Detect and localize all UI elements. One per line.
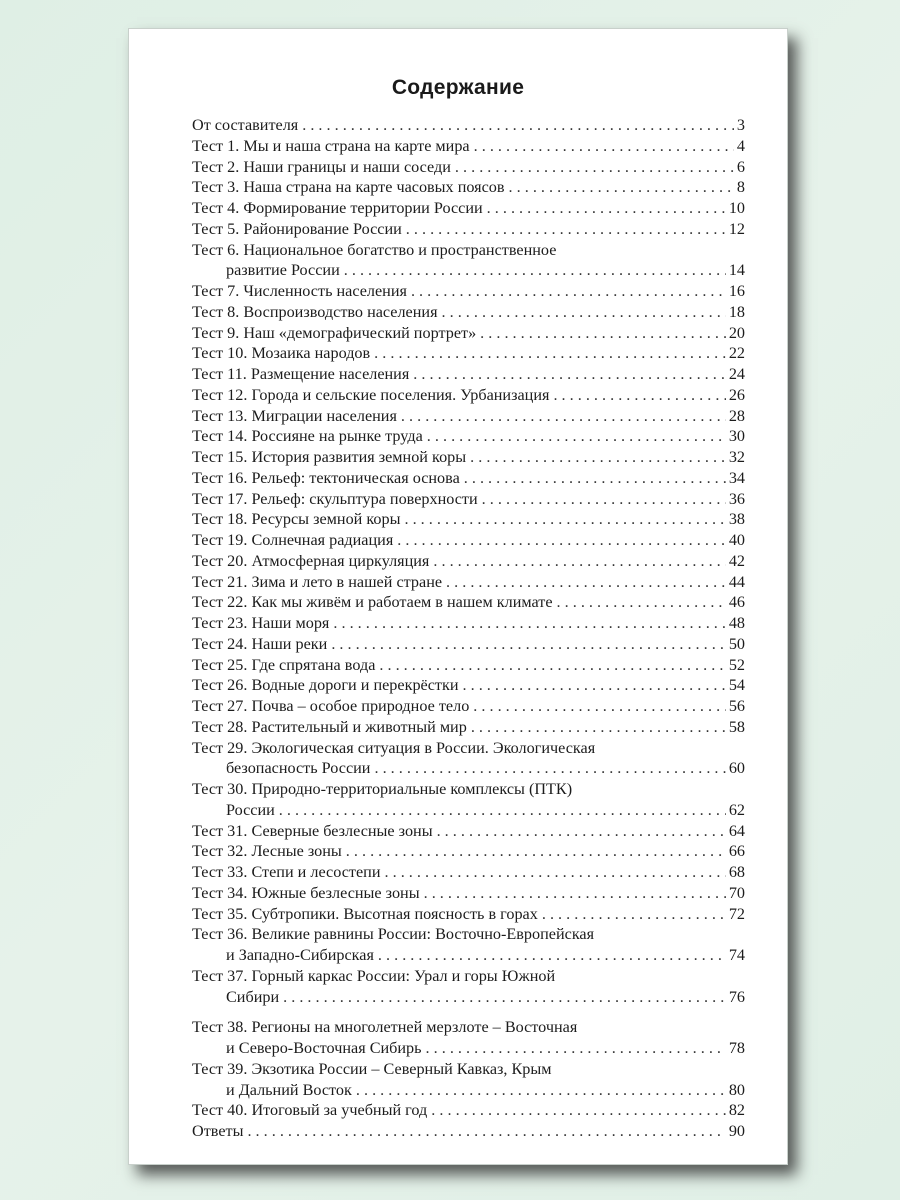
toc-entry — [192, 551, 745, 572]
toc-entry-title: Тест 2. Наши границы и наши соседи — [192, 157, 451, 176]
toc-entry-title: Тест 14. Россияне на рынке труда — [192, 427, 423, 446]
toc-entry-continuation — [192, 945, 745, 966]
toc-page-number: 90 — [728, 1122, 745, 1140]
toc-entry — [192, 821, 745, 842]
dot-leader — [480, 323, 726, 344]
toc-entry-title: Тест 34. Южные безлесные зоны — [192, 883, 420, 902]
toc-entry-title: Тест 5. Районирование России — [192, 219, 402, 238]
toc-entry — [192, 323, 745, 344]
dot-leader — [344, 260, 726, 281]
toc-page-number: 78 — [728, 1039, 745, 1057]
toc-page-number: 3 — [736, 116, 745, 134]
dot-leader — [346, 841, 726, 862]
toc-entry-title: Тест 6. Национальное богатство и пространственное — [192, 240, 557, 259]
dot-leader — [385, 862, 726, 883]
toc-page-number: 4 — [736, 136, 745, 155]
toc-entry-title: От составителя — [192, 116, 299, 134]
dot-leader — [509, 177, 734, 198]
toc-page-number: 32 — [728, 448, 745, 466]
toc-entry-title: Тест 30. Природно-территориальные комплексы (ПТК) — [192, 780, 573, 798]
toc-entry — [192, 1100, 745, 1121]
toc-entry — [192, 364, 745, 385]
toc-entry-title: и Западно-Сибирская — [226, 946, 374, 964]
dot-leader — [474, 136, 734, 157]
toc-page-number: 56 — [728, 697, 745, 715]
toc-entry-title: Тест 25. Где спрятана вода — [192, 655, 376, 674]
dot-leader — [302, 115, 734, 136]
toc-entry-continuation — [192, 987, 745, 1008]
dot-leader — [397, 530, 726, 551]
toc-page-number: 46 — [728, 593, 745, 612]
toc-page-number: 52 — [728, 655, 745, 674]
dot-leader — [442, 302, 726, 323]
toc-entry-title: Тест 37. Горный каркас России: Урал и горы Южной — [192, 966, 556, 985]
toc-entry-title: Тест 7. Численность населения — [192, 282, 407, 300]
dot-leader — [333, 613, 725, 634]
toc-page-number: 44 — [728, 572, 745, 591]
toc-entry — [192, 1017, 745, 1038]
toc-entry-title: Ответы — [192, 1122, 244, 1140]
toc-entry-title: Тест 8. Воспроизводство населения — [192, 302, 438, 321]
toc-entry-title: Сибири — [226, 987, 280, 1006]
toc-entry-title: Тест 3. Наша страна на карте часовых поясов — [192, 178, 505, 197]
toc-page-number: 20 — [728, 323, 745, 342]
toc-entry — [192, 198, 745, 219]
toc-entry-title: безопасность России — [226, 759, 371, 778]
toc-entry-title: Тест 19. Солнечная радиация — [192, 531, 394, 549]
toc-entry-title: Тест 13. Миграции населения — [192, 406, 397, 425]
toc-page-number: 68 — [728, 863, 745, 881]
toc-entry — [192, 634, 745, 655]
toc-entry-title: Тест 35. Субтропики. Высотная поясность в горах — [192, 904, 538, 923]
dot-leader — [473, 696, 726, 717]
toc-page-number: 26 — [728, 385, 745, 404]
dot-leader — [247, 1121, 725, 1142]
toc-entry — [192, 157, 745, 178]
dot-leader — [437, 821, 726, 842]
toc-entry — [192, 385, 745, 406]
page-title: Содержание — [391, 76, 525, 99]
toc-page-number: 82 — [728, 1101, 745, 1120]
toc-page-number: 8 — [736, 178, 745, 197]
toc-page-number: 64 — [728, 821, 745, 840]
toc-page-number: 76 — [728, 987, 745, 1006]
toc-entry — [192, 779, 745, 800]
toc-entry-title: и Дальний Восток — [226, 1080, 352, 1099]
dot-leader — [374, 758, 725, 779]
dot-leader — [406, 219, 726, 240]
toc-page-number: 38 — [728, 510, 745, 529]
dot-leader — [426, 1038, 726, 1059]
toc-entry — [192, 136, 745, 157]
toc-page-number: 54 — [728, 676, 745, 695]
toc-page-number: 74 — [728, 946, 745, 964]
toc-page-number: 28 — [728, 406, 745, 425]
toc-page-number: 12 — [728, 219, 745, 238]
dot-leader — [413, 364, 726, 385]
toc-entry-title: Тест 17. Рельеф: скульптура поверхности — [192, 489, 478, 508]
toc-entry — [192, 675, 745, 696]
toc-entry — [192, 302, 745, 323]
toc-entry-title: Тест 32. Лесные зоны — [192, 842, 342, 861]
toc-entry — [192, 115, 745, 136]
toc-entry-title: Тест 24. Наши реки — [192, 634, 328, 653]
dot-leader — [455, 157, 734, 178]
toc-entry — [192, 717, 745, 738]
toc-entry-title: Тест 40. Итоговый за учебный год — [192, 1101, 428, 1120]
toc-entry — [192, 509, 745, 530]
dot-leader — [542, 904, 726, 925]
toc-page-number: 36 — [728, 489, 745, 508]
toc-entry — [192, 883, 745, 904]
toc-page-number: 70 — [728, 883, 745, 902]
toc-entry — [192, 406, 745, 427]
toc-page-number: 42 — [728, 551, 745, 570]
toc-entry — [192, 966, 745, 987]
toc-entry-continuation — [192, 800, 745, 821]
toc-entry — [192, 468, 745, 489]
toc-entry-title: Тест 20. Атмосферная циркуляция — [192, 551, 430, 570]
toc-page-number: 18 — [728, 302, 745, 321]
table-of-contents — [192, 115, 745, 1142]
dot-leader — [424, 883, 726, 904]
toc-entry — [192, 696, 745, 717]
toc-entry — [192, 924, 745, 945]
dot-leader — [482, 489, 726, 510]
toc-page-number: 16 — [728, 282, 745, 300]
toc-entry — [192, 592, 745, 613]
toc-entry-title: Тест 36. Великие равнины России: Восточно-Европейская — [192, 925, 595, 944]
dot-leader — [378, 945, 726, 966]
toc-entry — [192, 447, 745, 468]
toc-entry-title: Тест 27. Почва – особое природное тело — [192, 697, 470, 715]
toc-page-number: 24 — [728, 365, 745, 383]
toc-entry — [192, 177, 745, 198]
toc-entry — [192, 841, 745, 862]
toc-entry-title: Тест 1. Мы и наша страна на карте мира — [192, 136, 470, 155]
toc-entry-title: Тест 4. Формирование территории России — [192, 199, 483, 217]
dot-leader — [279, 800, 726, 821]
toc-entry — [192, 240, 745, 261]
toc-entry — [192, 904, 745, 925]
toc-page-number: 30 — [728, 427, 745, 446]
toc-entry-title: Тест 31. Северные безлесные зоны — [192, 821, 433, 840]
toc-entry-continuation — [192, 260, 745, 281]
toc-entry-title: Тест 12. Города и сельские поселения. Урбанизация — [192, 385, 550, 404]
toc-entry-continuation — [192, 1038, 745, 1059]
toc-page-number: 80 — [728, 1080, 745, 1099]
toc-entry — [192, 530, 745, 551]
toc-entry — [192, 219, 745, 240]
toc-entry-title: Тест 10. Мозаика народов — [192, 344, 371, 363]
toc-entry-title: развитие России — [226, 261, 340, 280]
dot-leader — [427, 426, 726, 447]
toc-page-number: 40 — [728, 531, 745, 549]
dot-leader — [374, 343, 726, 364]
toc-entry — [192, 1121, 745, 1142]
dot-leader — [431, 1100, 726, 1121]
toc-entry-continuation — [192, 758, 745, 779]
dot-leader — [487, 198, 726, 219]
toc-entry-continuation — [192, 1080, 745, 1101]
toc-page-number: 22 — [728, 344, 745, 363]
dot-leader — [470, 447, 726, 468]
book-page — [128, 28, 788, 1165]
toc-entry-title: Тест 9. Наш «демографический портрет» — [192, 323, 477, 342]
toc-page-number: 50 — [728, 634, 745, 653]
toc-entry-title: Тест 11. Размещение населения — [192, 365, 410, 383]
toc-entry-title: Тест 28. Растительный и животный мир — [192, 717, 467, 736]
toc-page-number: 58 — [728, 717, 745, 736]
toc-entry-title: и Северо-Восточная Сибирь — [226, 1039, 422, 1057]
toc-entry — [192, 343, 745, 364]
toc-page-number: 48 — [728, 614, 745, 632]
dot-leader — [433, 551, 725, 572]
toc-entry-title: России — [226, 800, 275, 819]
toc-entry-title: Тест 23. Наши моря — [192, 614, 330, 632]
toc-entry-title: Тест 39. Экзотика России – Северный Кавказ, Крым — [192, 1059, 552, 1078]
toc-entry-title: Тест 26. Водные дороги и перекрёстки — [192, 676, 459, 695]
toc-page-number: 34 — [728, 468, 745, 487]
toc-entry-title: Тест 38. Регионы на многолетней мерзлоте – Восточная — [192, 1018, 578, 1037]
toc-entry-title: Тест 15. История развития земной коры — [192, 448, 467, 466]
toc-entry — [192, 655, 745, 676]
dot-leader — [379, 655, 725, 676]
toc-entry-title: Тест 29. Экологическая ситуация в России. Экологическая — [192, 738, 596, 757]
toc-entry-title: Тест 33. Степи и лесостепи — [192, 863, 381, 881]
toc-entry-title: Тест 16. Рельеф: тектоническая основа — [192, 468, 460, 487]
toc-page-number: 14 — [728, 261, 745, 280]
toc-entry — [192, 281, 745, 302]
dot-leader — [446, 572, 726, 593]
toc-page-number: 62 — [728, 800, 745, 819]
toc-page-number: 60 — [728, 759, 745, 778]
toc-entry — [192, 489, 745, 510]
dot-leader — [283, 987, 726, 1008]
toc-entry — [192, 738, 745, 759]
toc-entry — [192, 1059, 745, 1080]
toc-entry — [192, 426, 745, 447]
dot-leader — [404, 509, 725, 530]
dot-leader — [411, 281, 726, 302]
dot-leader — [471, 717, 726, 738]
dot-leader — [557, 592, 726, 613]
toc-page-number: 6 — [736, 157, 745, 176]
dot-leader — [553, 385, 725, 406]
toc-page-number: 66 — [728, 842, 745, 861]
toc-entry — [192, 613, 745, 634]
dot-leader — [331, 634, 726, 655]
dot-leader — [464, 468, 726, 489]
dot-leader — [401, 406, 726, 427]
toc-entry — [192, 572, 745, 593]
toc-page-number: 72 — [728, 904, 745, 923]
toc-entry-title: Тест 21. Зима и лето в нашей стране — [192, 572, 443, 591]
toc-entry-title: Тест 18. Ресурсы земной коры — [192, 510, 401, 529]
toc-entry — [192, 862, 745, 883]
toc-entry-title: Тест 22. Как мы живём и работаем в нашем климате — [192, 593, 553, 612]
dot-leader — [356, 1080, 726, 1101]
toc-page-number: 10 — [728, 199, 745, 217]
dot-leader — [463, 675, 726, 696]
